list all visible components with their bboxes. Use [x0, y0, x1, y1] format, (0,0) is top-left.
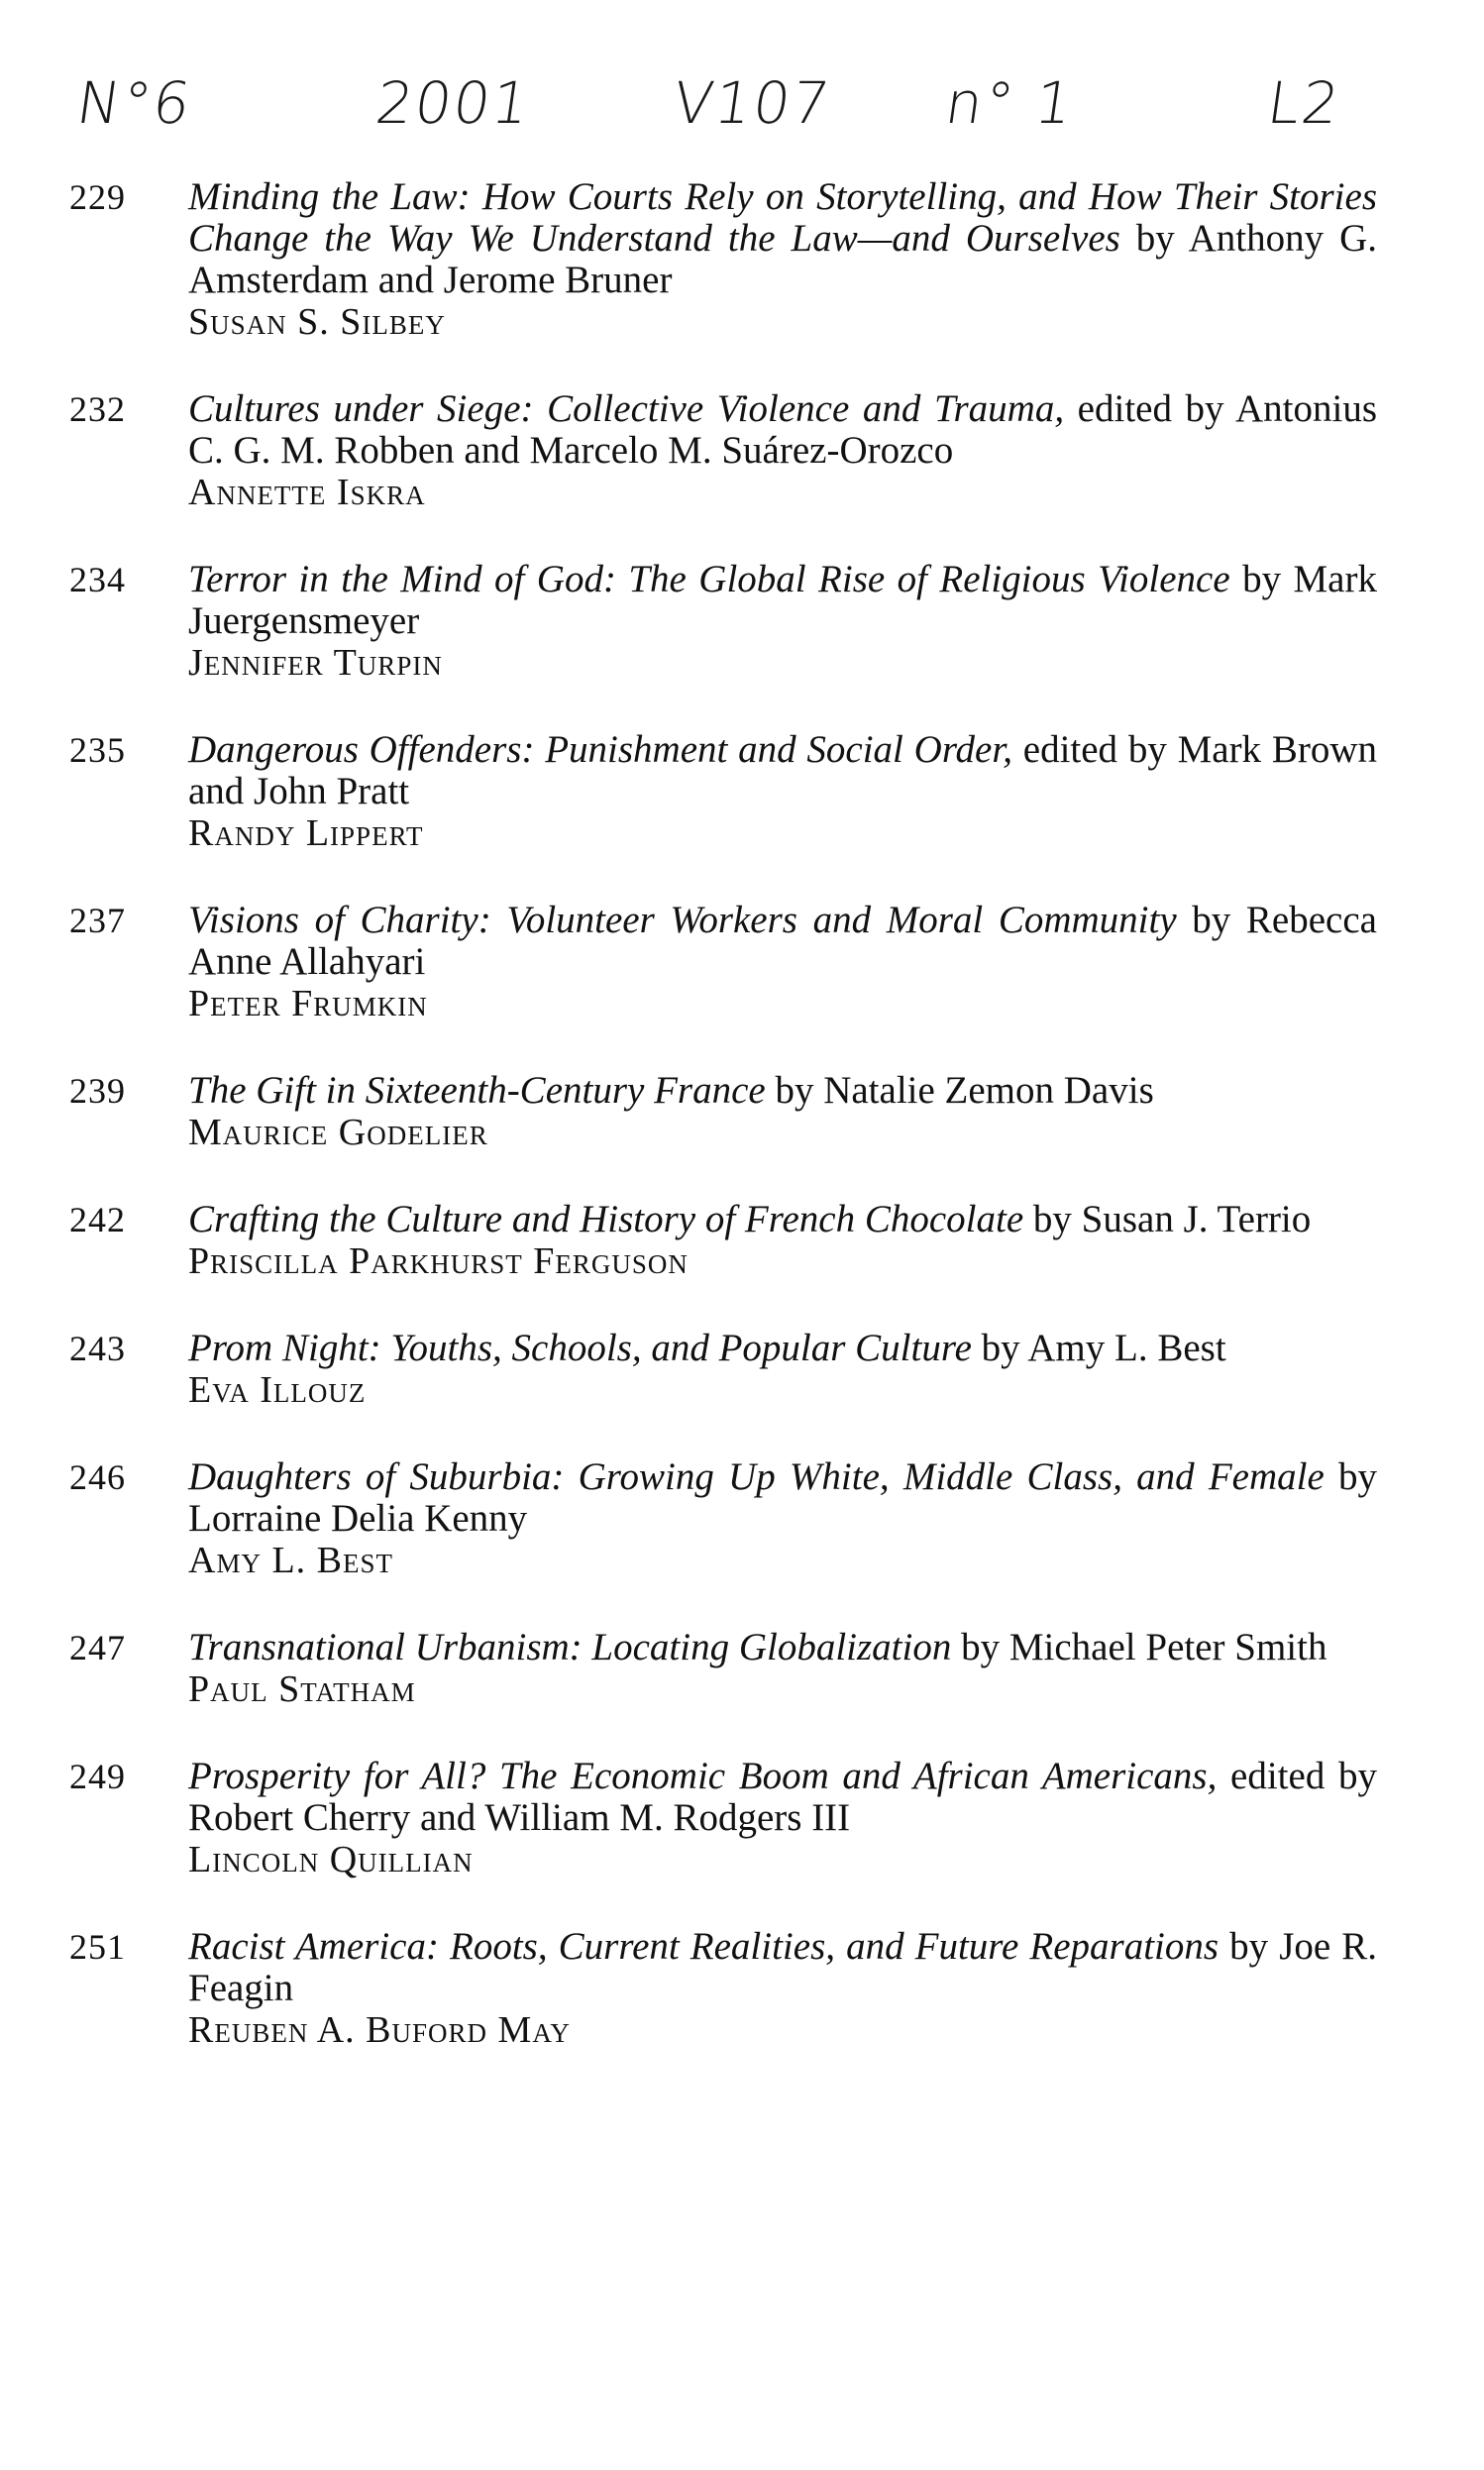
- handwritten-volume: V107: [669, 69, 836, 137]
- reviewer-name: Lincoln Quillian: [188, 1839, 474, 1880]
- page-number: 229: [69, 177, 126, 217]
- book-citation: [188, 559, 1377, 642]
- reviewer-name: Eva Illouz: [188, 1369, 367, 1411]
- page-number: 246: [69, 1457, 126, 1497]
- page-number: 232: [69, 389, 126, 429]
- reviewer-name: Maurice Godelier: [188, 1112, 488, 1153]
- book-citation: [188, 1070, 1377, 1112]
- page-number: 243: [69, 1329, 126, 1368]
- page-number: 247: [69, 1628, 126, 1667]
- book-byline: by Mark Juergensmeyer: [188, 558, 1377, 642]
- book-title: Terror in the Mind of God: The Global Rise of Religious Violence: [188, 558, 1230, 600]
- book-citation: [188, 1199, 1377, 1240]
- book-citation: [188, 1328, 1377, 1369]
- book-byline: by Anthony G. Amsterdam and Jerome Bruner: [188, 217, 1377, 301]
- book-citation: [188, 1456, 1377, 1540]
- book-citation: [188, 388, 1377, 472]
- handwritten-annotation: [0, 59, 1484, 168]
- book-byline: by Lorraine Delia Kenny: [188, 1455, 1377, 1540]
- book-title: Dangerous Offenders: Punishment and Social Order,: [188, 728, 1012, 771]
- review-entry: [69, 176, 1377, 343]
- book-byline: by Rebecca Anne Allahyari: [188, 899, 1377, 983]
- book-title: Crafting the Culture and History of French Chocolate: [188, 1198, 1024, 1240]
- reviewer-name: Peter Frumkin: [188, 983, 428, 1024]
- handwritten-issue-number: N°6: [72, 69, 197, 137]
- book-title: The Gift in Sixteenth-Century France: [188, 1069, 766, 1112]
- review-entry: [69, 1328, 1377, 1411]
- book-title: Cultures under Siege: Collective Violence and Trauma,: [188, 387, 1065, 430]
- book-byline: by Natalie Zemon Davis: [765, 1069, 1154, 1112]
- reviewer-name: Susan S. Silbey: [188, 301, 446, 343]
- book-byline: edited by Robert Cherry and William M. Rodgers III: [188, 1755, 1377, 1839]
- book-citation: [188, 1627, 1377, 1668]
- page-number: 249: [69, 1757, 126, 1796]
- handwritten-number: n° 1: [941, 69, 1079, 137]
- book-citation: [188, 1926, 1377, 2009]
- review-entry: [69, 1926, 1377, 2051]
- book-citation: [188, 729, 1377, 812]
- review-entry: [69, 900, 1377, 1024]
- review-list: [69, 176, 1377, 2096]
- reviewer-name: Annette Iskra: [188, 472, 426, 513]
- page-number: 239: [69, 1071, 126, 1111]
- book-byline: by Susan J. Terrio: [1023, 1198, 1312, 1240]
- page-number: 237: [69, 901, 126, 940]
- book-title: Minding the Law: How Courts Rely on Storytelling, and How Their Stories Change the Way We Understand the Law—and Ourselves: [188, 175, 1377, 260]
- reviewer-name: Amy L. Best: [188, 1540, 394, 1581]
- book-title: Prosperity for All? The Economic Boom and African Americans,: [188, 1755, 1218, 1797]
- reviewer-name: Randy Lippert: [188, 812, 424, 854]
- review-entry: [69, 1199, 1377, 1282]
- book-byline: by Michael Peter Smith: [951, 1626, 1327, 1668]
- book-title: Transnational Urbanism: Locating Globalization: [188, 1626, 952, 1668]
- book-citation: [188, 1756, 1377, 1839]
- reviewer-name: Reuben A. Buford May: [188, 2009, 571, 2051]
- book-title: Daughters of Suburbia: Growing Up White, Middle Class, and Female: [188, 1455, 1325, 1498]
- review-entry: [69, 1756, 1377, 1880]
- review-entry: [69, 1627, 1377, 1710]
- handwritten-year: 2001: [371, 69, 536, 137]
- page-number: 251: [69, 1927, 126, 1967]
- book-byline: edited by Antonius C. G. M. Robben and Marcelo M. Suárez-Orozco: [188, 387, 1377, 472]
- book-byline: edited by Mark Brown and John Pratt: [188, 728, 1377, 812]
- page-number: 235: [69, 730, 126, 770]
- book-title: Visions of Charity: Volunteer Workers and Moral Community: [188, 899, 1177, 941]
- book-byline: by Joe R. Feagin: [188, 1925, 1378, 2009]
- book-title: Prom Night: Youths, Schools, and Popular Culture: [188, 1327, 972, 1369]
- book-title: Racist America: Roots, Current Realities, and Future Reparations: [188, 1925, 1219, 1968]
- page-number: 242: [69, 1200, 126, 1239]
- reviewer-name: Jennifer Turpin: [188, 642, 443, 684]
- page-number: 234: [69, 560, 126, 599]
- review-entry: [69, 729, 1377, 854]
- review-entry: [69, 1070, 1377, 1153]
- book-citation: [188, 176, 1377, 301]
- book-citation: [188, 900, 1377, 983]
- review-entry: [69, 1456, 1377, 1581]
- review-entry: [69, 388, 1377, 513]
- review-entry: [69, 559, 1377, 684]
- reviewer-name: Priscilla Parkhurst Ferguson: [188, 1240, 689, 1282]
- reviewer-name: Paul Statham: [188, 1668, 416, 1710]
- handwritten-shelf-code: L2: [1263, 69, 1345, 137]
- book-byline: by Amy L. Best: [971, 1327, 1226, 1369]
